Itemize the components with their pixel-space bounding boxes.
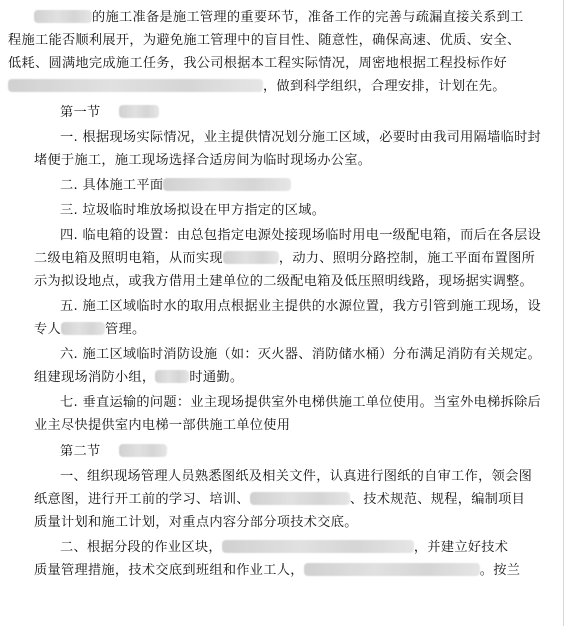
section-2-heading: 第二节 (34, 440, 549, 463)
section-1-item-3: 三. 垃圾临时堆放场拟设在甲方指定的区域。 (60, 203, 326, 218)
redacted-text (119, 444, 167, 457)
intro-paragraph (8, 6, 549, 98)
redacted-text (223, 251, 279, 264)
section-1-item-7: 七. 垂直运输的问题：业主现场提供室外电梯供施工单位使用。当室外电梯拆除后 业主尽快提供室内电梯一部供施工单位使用 (34, 395, 542, 433)
intro-line-3: 低耗、圆满地完成施工任务，我公司根据本工程实际情况，周密地根据工程投标作好 (8, 56, 508, 71)
redacted-text (163, 178, 291, 191)
section-2-item-1: 一、组织现场管理人员熟悉图纸及相关文件，认真进行图纸的自审工作，领会图 纸意图，进行开工前的学习、培训、 、技术规范、规程，编制项目 质量计划和施工计划，对重点内容分部分项技术交底。 (34, 469, 533, 530)
section-1-item-2: 二. 具体施工平面 (34, 174, 549, 197)
redacted-text (119, 105, 159, 118)
redacted-text (8, 79, 263, 92)
section-1-item-6: 六. 施工区域临时消防设施（如：灭火器、消防储水桶）分布满足消防有关规定。 组建现场消防小组， 时通勤。 (34, 347, 542, 385)
redacted-text (155, 370, 189, 383)
section-1-item-1: 一. 根据现场实际情况，业主提供情况划分施工区域，必要时由我司用隔墙临时封 堵便于施工，施工现场选择合适房间为临时现场办公室。 (34, 130, 542, 168)
section-1-heading: 第一节 (34, 101, 549, 124)
redacted-text (61, 322, 105, 335)
section-1-item-4: 四. 临电箱的设置：由总包指定电源处接现场临时用电一级配电箱，而后在各层设 二级电箱及照明电箱，从而实现 ，动力、照明分路控制，施工平面布置图所 示为拟设地点，或我方借用土建单位的二级配电箱及低压照明线路，现场据实调整。 (34, 228, 542, 289)
redacted-text (250, 492, 350, 505)
redacted-text (34, 10, 92, 23)
section-1-item-5: 五. 施工区域临时水的取用点根据业主提供的水源位置，我方引管到施工现场，设 专人 管理。 (34, 299, 542, 337)
section-2-item-2: 二、根据分段的作业区块， ，并建立好技术 质量管理措施，技术交底到班组和作业工人， 。按兰 (34, 540, 521, 578)
intro-line-4: ，做到科学组织，合理安排，计划在先。 (8, 75, 549, 98)
intro-line-2: 程施工能否顺利展开，为避免施工管理中的盲目性、随意性，确保高速、优质、安全、 (8, 33, 521, 48)
intro-line-1: 的施工准备是施工管理的重要环节，准备工作的完善与疏漏直接关系到工 (34, 6, 549, 29)
redacted-text (222, 540, 414, 553)
redacted-text (304, 563, 480, 576)
